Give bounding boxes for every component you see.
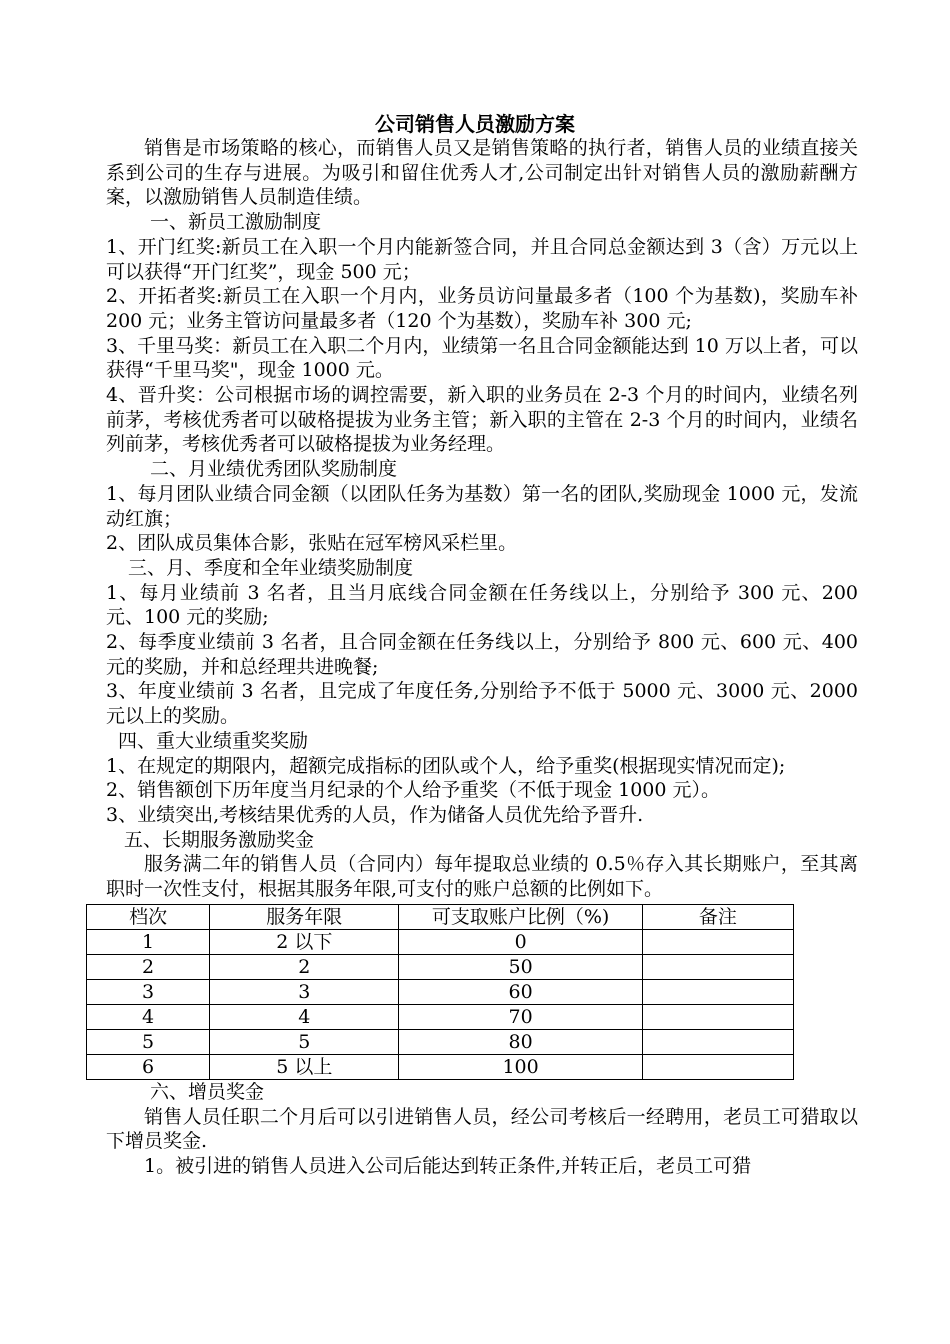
table-header-cell: 档次	[87, 904, 210, 929]
section-heading-new-employee: 一、新员工激励制度	[150, 211, 322, 234]
table-cell: 80	[399, 1029, 642, 1054]
table-cell	[642, 1029, 793, 1054]
table-cell: 1	[87, 929, 210, 954]
table-cell: 2	[87, 954, 210, 979]
table-cell	[642, 1004, 793, 1029]
table-row	[87, 1054, 794, 1079]
table-row	[87, 979, 794, 1004]
table-cell: 6	[87, 1054, 210, 1079]
table-cell: 70	[399, 1004, 642, 1029]
table-row	[87, 1029, 794, 1054]
table-cell: 2 以下	[210, 929, 399, 954]
table-cell	[642, 1054, 793, 1079]
table-cell: 4	[87, 1004, 210, 1029]
table-cell: 2	[210, 954, 399, 979]
table-cell: 5 以上	[210, 1054, 399, 1079]
long-service-paragraph: 服务满二年的销售人员（合同内）每年提取总业绩的 0.5％存入其长期账户，至其离职时一次性支付，根据其服务年限,可支付的账户总额的比例如下。	[106, 853, 858, 901]
list-item: 2、团队成员集体合影，张贴在冠军榜风采栏里。	[106, 532, 518, 555]
list-item: 1、开门红奖:新员工在入职一个月内能新签合同，并且合同总金额达到 3（含）万元以上可以获得“开门红奖”，现金 500 元；	[106, 235, 858, 283]
table-cell	[642, 929, 793, 954]
list-item: 2、开拓者奖:新员工在入职一个月内，业务员访问量最多者（100 个为基数)，奖励车补 200 元；业务主管访问量最多者（120 个为基数），奖励车补 300 元;	[106, 285, 858, 332]
table-cell: 0	[399, 929, 642, 954]
section-heading-performance: 三、月、季度和全年业绩奖励制度	[128, 556, 414, 579]
table-row	[87, 954, 794, 979]
table-cell	[642, 954, 793, 979]
list-item: 3、年度业绩前 3 名者，且完成了年度任务,分别给予不低于 5000 元、3000 元、2000 元以上的奖励。	[106, 680, 858, 728]
list-item: 1、每月业绩前 3 名者，且当月底线合同金额在任务线以上，分别给予 300 元、200 元、100 元的奖励;	[106, 581, 858, 629]
list-item: 1、每月团队业绩合同金额（以团队任务为基数）第一名的团队,奖励现金 1000 元，发流动红旗；	[106, 482, 858, 530]
recruit-paragraph: 销售人员任职二个月后可以引进销售人员，经公司考核后一经聘用，老员工可猎取以下增员奖金.	[106, 1105, 858, 1153]
list-item: 3、千里马奖：新员工在入职二个月内，业绩第一名且合同金额能达到 10 万以上者，可以获得“千里马奖"，现金 1000 元。	[106, 334, 858, 382]
section-heading-recruit-bonus: 六、增员奖金	[150, 1080, 265, 1103]
list-item: 2、销售额创下历年度当月纪录的个人给予重奖（不低于现金 1000 元）。	[106, 779, 721, 802]
table-cell: 3	[87, 979, 210, 1004]
table-cell	[642, 979, 793, 1004]
table-cell: 4	[210, 1004, 399, 1029]
table-row	[87, 929, 794, 954]
table-cell: 60	[399, 979, 642, 1004]
list-item: 1、在规定的期限内，超额完成指标的团队或个人，给予重奖(根据现实情况而定);	[106, 754, 786, 777]
section-heading-long-service: 五、长期服务激励奖金	[124, 828, 315, 851]
intro-paragraph: 销售是市场策略的核心，而销售人员又是销售策略的执行者，销售人员的业绩直接关系到公司的生存与进展。为吸引和留住优秀人才,公司制定出针对销售人员的激励薪酬方案，以激励销售人员制造佳绩。	[106, 137, 858, 209]
list-item: 1。被引进的销售人员进入公司后能达到转正条件,并转正后，老员工可猎	[144, 1154, 752, 1177]
table-row	[87, 1004, 794, 1029]
list-item: 4、晋升奖：公司根据市场的调控需要，新入职的业务员在 2-3 个月的时间内，业绩名列前茅，考核优秀者可以破格提拔为业务主管；新入职的主管在 2-3 个月的时间内，业绩名列前茅，考核优秀者可以破格提拔为业务经理。	[106, 384, 858, 456]
list-item: 3、业绩突出,考核结果优秀的人员，作为储备人员优先给予晋升.	[106, 803, 644, 826]
document-body	[106, 136, 858, 1179]
table-cell: 3	[210, 979, 399, 1004]
table-header-cell: 备注	[642, 904, 793, 929]
document-title: 公司销售人员激励方案	[375, 112, 575, 136]
section-heading-team: 二、月业绩优秀团队奖励制度	[150, 458, 398, 481]
table-header-cell: 可支取账户比例（%)	[399, 904, 642, 929]
section-heading-major-award: 四、重大业绩重奖奖励	[118, 729, 309, 752]
table-cell: 5	[87, 1029, 210, 1054]
table-cell: 100	[399, 1054, 642, 1079]
table-header-row	[87, 904, 794, 929]
service-ratio-table	[86, 904, 794, 1080]
table-cell: 5	[210, 1029, 399, 1054]
list-item: 2、每季度业绩前 3 名者，且合同金额在任务线以上，分别给予 800 元、600 元、400 元的奖励，并和总经理共进晚餐;	[106, 631, 858, 678]
table-header-cell: 服务年限	[210, 904, 399, 929]
table-cell: 50	[399, 954, 642, 979]
